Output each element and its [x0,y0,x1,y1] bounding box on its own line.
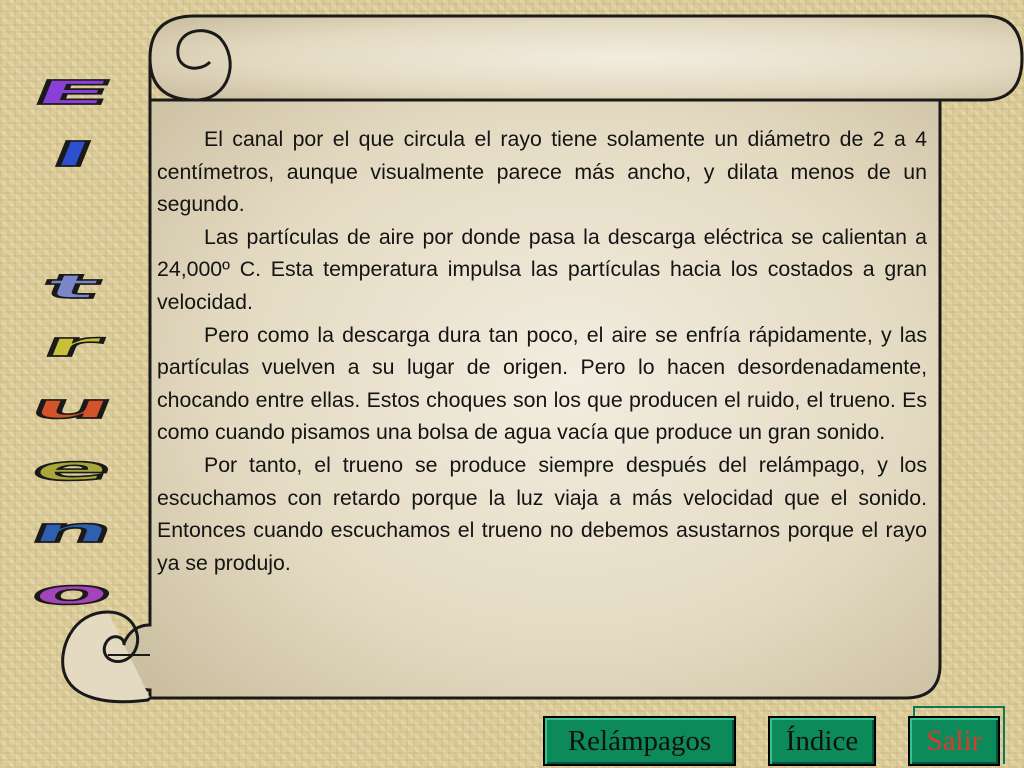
body-text [157,123,927,579]
title-letter: t [37,267,108,307]
salir-button[interactable] [908,716,1000,766]
salir-label: Salir [926,724,982,757]
title-letter: o [25,573,120,613]
paragraph: El canal por el que circula el rayo tiene solamente un diámetro de 2 a 4 centímetros, aunque visualmente parece más ancho, y dilata menos de un segundo. [157,127,927,217]
relampagos-button[interactable] [543,716,736,766]
indice-button[interactable] [768,716,876,766]
paragraph: Las partículas de aire por donde pasa la descarga eléctrica se calientan a 24,000º C. Esta temperatura impulsa las partículas hacia los costados a gran velocidad. [157,224,927,314]
title-letter: u [24,387,121,427]
paragraph: Por tanto, el trueno se produce siempre después del relámpago, y los escuchamos con retardo porque la luz viaja a más velocidad que el sonido. Entonces cuando escuchamos el trueno no debemos asustarnos porque el rayo ya se produjo. [157,452,927,575]
title-letter: l [45,135,100,175]
vertical-title [0,62,145,624]
title-letter: E [25,73,120,113]
relampagos-label: Relámpagos [567,724,712,757]
title-letter: n [24,511,121,551]
title-letter: e [26,449,119,489]
paragraph: Pero como la descarga dura tan poco, el aire se enfría rápidamente, y las partículas vuelven a su lugar de origen. Pero lo hacen desordenadamente, chocando entre ellas. Estos choques son los que producen el ruido, el trueno. Es como cuando pisamos una bolsa de agua vacía que produce un gran sonido. [157,322,927,445]
indice-label: Índice [785,724,859,757]
title-letter: r [36,325,109,365]
